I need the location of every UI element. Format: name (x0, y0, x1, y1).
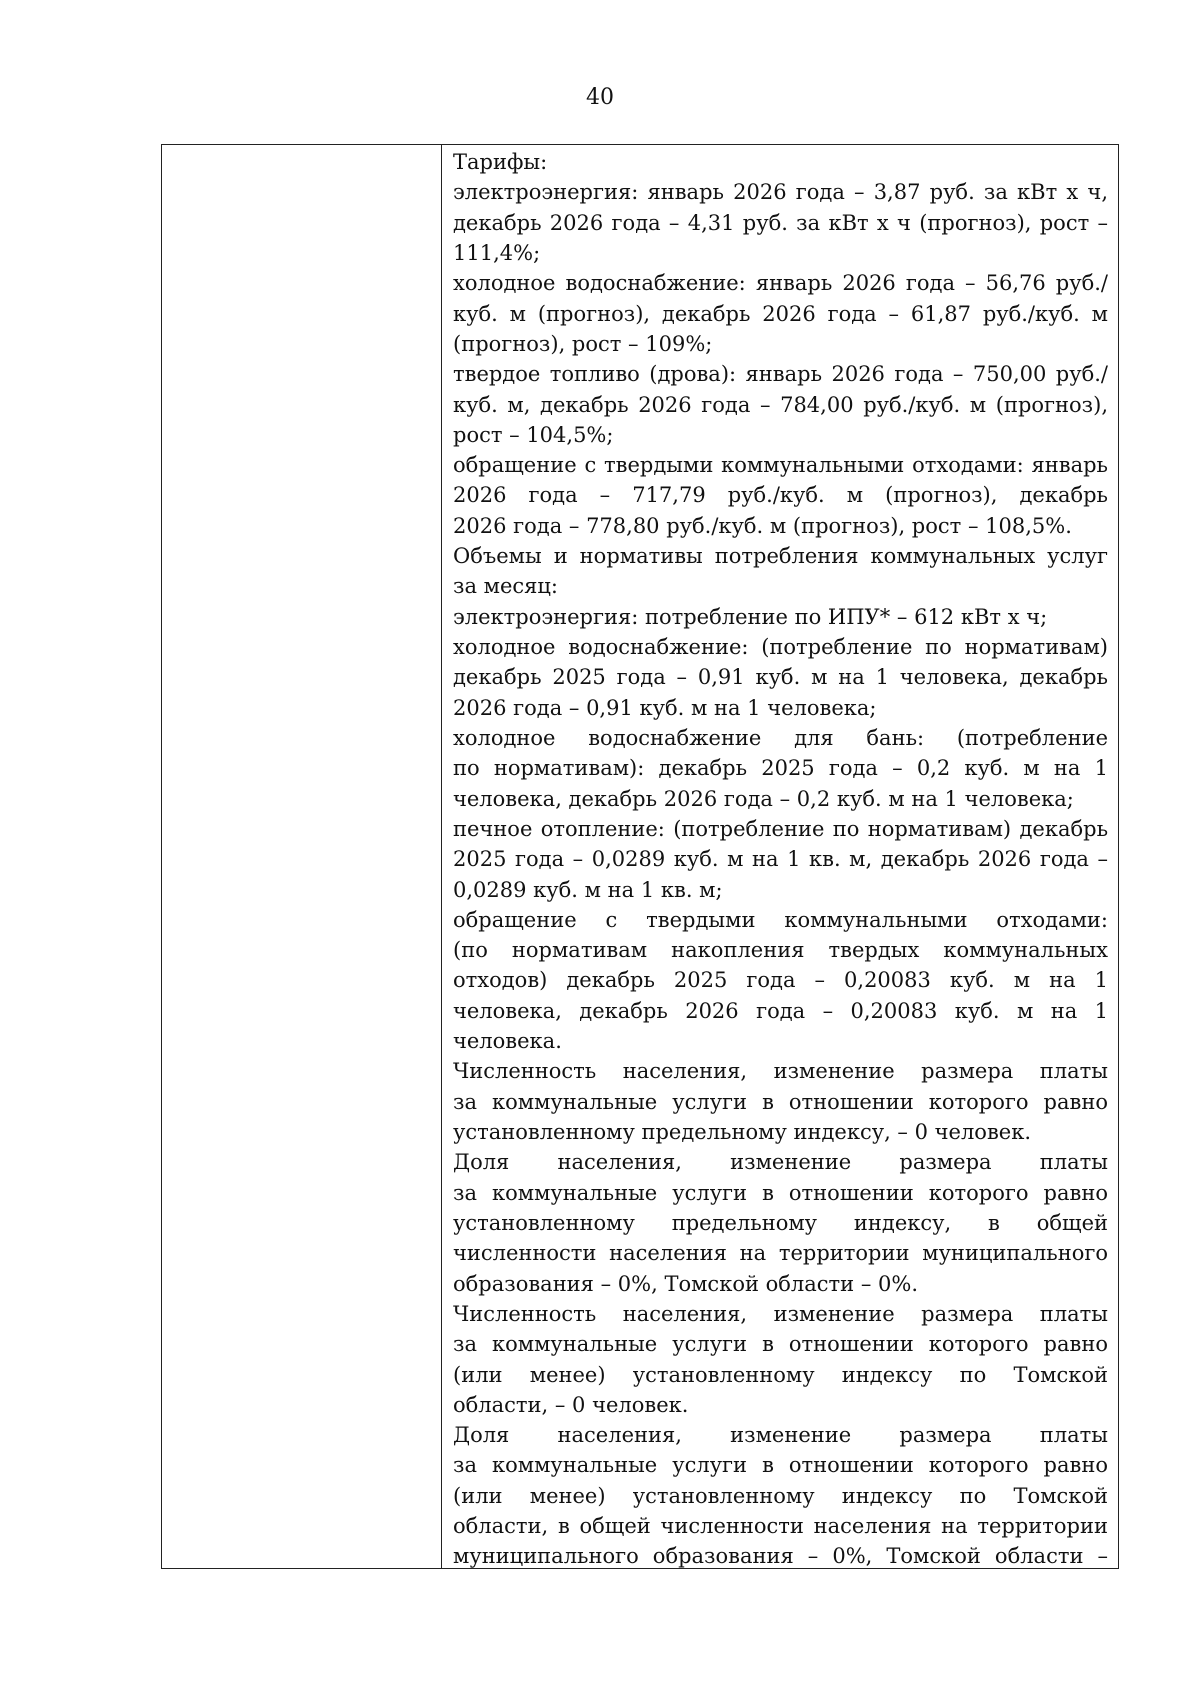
text-line: обращение с твердыми коммунальными отходами: (453, 907, 1108, 932)
text-line: Численность населения, изменение размера платы (453, 1059, 1108, 1084)
text-line: образования – 0%, Томской области – 0%. (453, 1271, 918, 1296)
text-line: установленному предельному индексу, в общей (453, 1210, 1108, 1235)
text-line: Доля населения, изменение размера платы (453, 1423, 1108, 1448)
text-line: численности населения на территории муниципального (453, 1241, 1108, 1266)
table-left-cell (162, 145, 442, 1568)
text-line: человека. (453, 1029, 562, 1054)
text-line: установленному предельному индексу, – 0 человек. (453, 1120, 1031, 1144)
text-line: холодное водоснабжение: (потребление по нормативам) (453, 635, 1108, 659)
text-line: за коммунальные услуги в отношении которого равно (453, 1453, 1108, 1478)
text-line: Численность населения, изменение размера платы (453, 1301, 1108, 1326)
text-line: куб. м (прогноз), декабрь 2026 года – 61,87 руб./куб. м (453, 301, 1108, 326)
text-line: отходов) декабрь 2025 года – 0,20083 куб. м на 1 (453, 968, 1108, 993)
text-line: твердое топливо (дрова): январь 2026 года – 750,00 руб./ (453, 362, 1108, 387)
text-line: Тарифы: (453, 150, 548, 174)
text-line: рост – 104,5%; (453, 422, 614, 447)
table-right-cell (442, 145, 1118, 1568)
text-line: электроэнергия: январь 2026 года – 3,87 руб. за кВт х ч, (453, 180, 1108, 205)
text-line: за коммунальные услуги в отношении которого равно (453, 1332, 1108, 1357)
page-number: 40 (586, 85, 614, 110)
text-line: декабрь 2026 года – 4,31 руб. за кВт х ч (прогноз), рост – (453, 210, 1108, 235)
text-line: за месяц: (453, 574, 558, 599)
text-line: Объемы и нормативы потребления коммунальных услуг (453, 544, 1108, 569)
text-line: за коммунальные услуги в отношении которого равно (453, 1180, 1108, 1205)
text-line: (прогноз), рост – 109%; (453, 331, 713, 356)
text-line: холодное водоснабжение для бань: (потребление (453, 725, 1108, 750)
text-line: (или менее) установленному индексу по Томской (453, 1483, 1108, 1508)
text-line: области, – 0 человек. (453, 1392, 689, 1417)
text-line: человека, декабрь 2026 года – 0,20083 куб. м на 1 (453, 998, 1108, 1023)
text-line: холодное водоснабжение: январь 2026 года – 56,76 руб./ (453, 271, 1108, 296)
text-line: по нормативам): декабрь 2025 года – 0,2 куб. м на 1 (453, 756, 1108, 781)
text-line: 2026 года – 778,80 руб./куб. м (прогноз), рост – 108,5%. (453, 513, 1072, 538)
text-line: печное отопление: (потребление по нормативам) декабрь (453, 816, 1108, 841)
text-line: (по нормативам накопления твердых коммунальных (453, 938, 1108, 963)
text-line: декабрь 2025 года – 0,91 куб. м на 1 человека, декабрь (453, 665, 1108, 690)
text-line: Доля населения, изменение размера платы (453, 1150, 1108, 1175)
text-line: 2025 года – 0,0289 куб. м на 1 кв. м, декабрь 2026 года – (453, 847, 1108, 872)
text-line: обращение с твердыми коммунальными отходами: январь (453, 453, 1108, 478)
text-line: 0,0289 куб. м на 1 кв. м; (453, 877, 723, 902)
text-line: 2026 года – 717,79 руб./куб. м (прогноз), декабрь (453, 483, 1108, 508)
text-line: 111,4%; (453, 240, 541, 265)
text-line: (или менее) установленному индексу по Томской (453, 1362, 1108, 1387)
text-line: муниципального образования – 0%, Томской области – (453, 1544, 1108, 1568)
document-table (161, 144, 1119, 1569)
text-line: 2026 года – 0,91 куб. м на 1 человека; (453, 695, 877, 720)
text-line: области, в общей численности населения на территории (453, 1514, 1108, 1539)
text-line: электроэнергия: потребление по ИПУ* – 612 кВт х ч; (453, 604, 1048, 629)
text-line: человека, декабрь 2026 года – 0,2 куб. м на 1 человека; (453, 786, 1074, 811)
text-line: куб. м, декабрь 2026 года – 784,00 руб./куб. м (прогноз), (453, 392, 1108, 417)
text-line: за коммунальные услуги в отношении которого равно (453, 1089, 1108, 1114)
